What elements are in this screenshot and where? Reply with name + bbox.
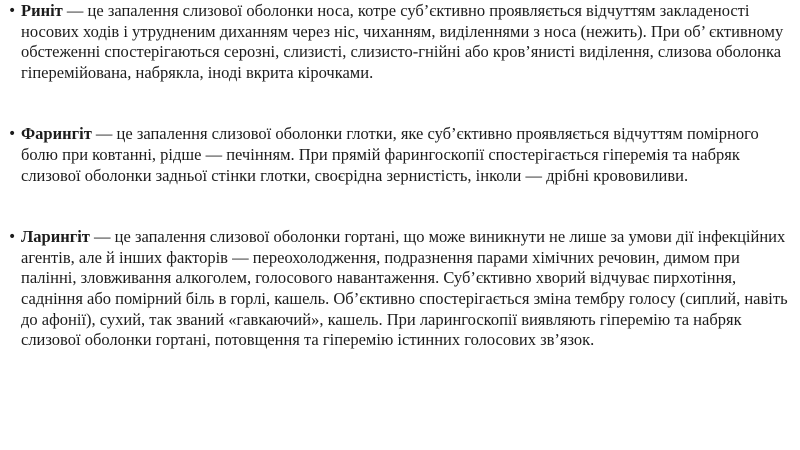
bullet-item-rhinitis — [8, 1, 800, 83]
definition-rhinitis: — це запалення слизової оболонки носа, котре суб’єктивно проявляється відчуттям закладеності носових ходів і утрудненим диханням через ніс, чиханням, виділеннями з носа (нежить). При об’ єктивному обстеженні спостерігаються серозні, слизисті, слизисто-гнійні або кров’янисті виділення, слизова оболонка гіперемійована, набрякла, іноді вкрита кірочками. — [21, 1, 784, 82]
bullet-icon: • — [8, 3, 17, 19]
bullet-icon: • — [8, 126, 17, 143]
term-pharyngitis: Фарингіт — [21, 124, 92, 144]
term-laryngitis: Ларингіт — [21, 227, 90, 247]
term-rhinitis: Риніт — [21, 1, 63, 20]
definition-pharyngitis: — це запалення слизової оболонки глотки, яке суб’єктивно проявляється відчуттям помірного болю при ковтанні, рідше — печінням. При прямій фарингоскопії спостерігається гіперемія та набряк слизової оболонки задньої стінки глотки, своєрідна зернистість, інколи — дрібні крововиливи. — [21, 124, 759, 185]
bullet-item-laryngitis — [8, 227, 800, 351]
bullet-list — [8, 1, 800, 351]
bullet-icon: • — [8, 229, 17, 246]
bullet-item-pharyngitis — [8, 124, 800, 186]
definition-laryngitis: — це запалення слизової оболонки гортані, що може виникнути не лише за умови дії інфекційних агентів, але й інших факторів — переохолодження, подразнення парами хімічних речовин, димом при палінні, зловживання алкоголем, голосового навантаження. Суб’єктивно хворий відчуває пирхотіння, саднiння або помірний біль в горлі, кашель. Об’єктивно спостерігається зміна тембру голосу (сиплий, навіть до афонії), сухий, так званий «гавкаючий», кашель. При ларингоскопії виявляють гіперемію та набряк слизової оболонки гортані, потовщення та гіперемію істинних голосових зв’язок. — [21, 227, 788, 350]
